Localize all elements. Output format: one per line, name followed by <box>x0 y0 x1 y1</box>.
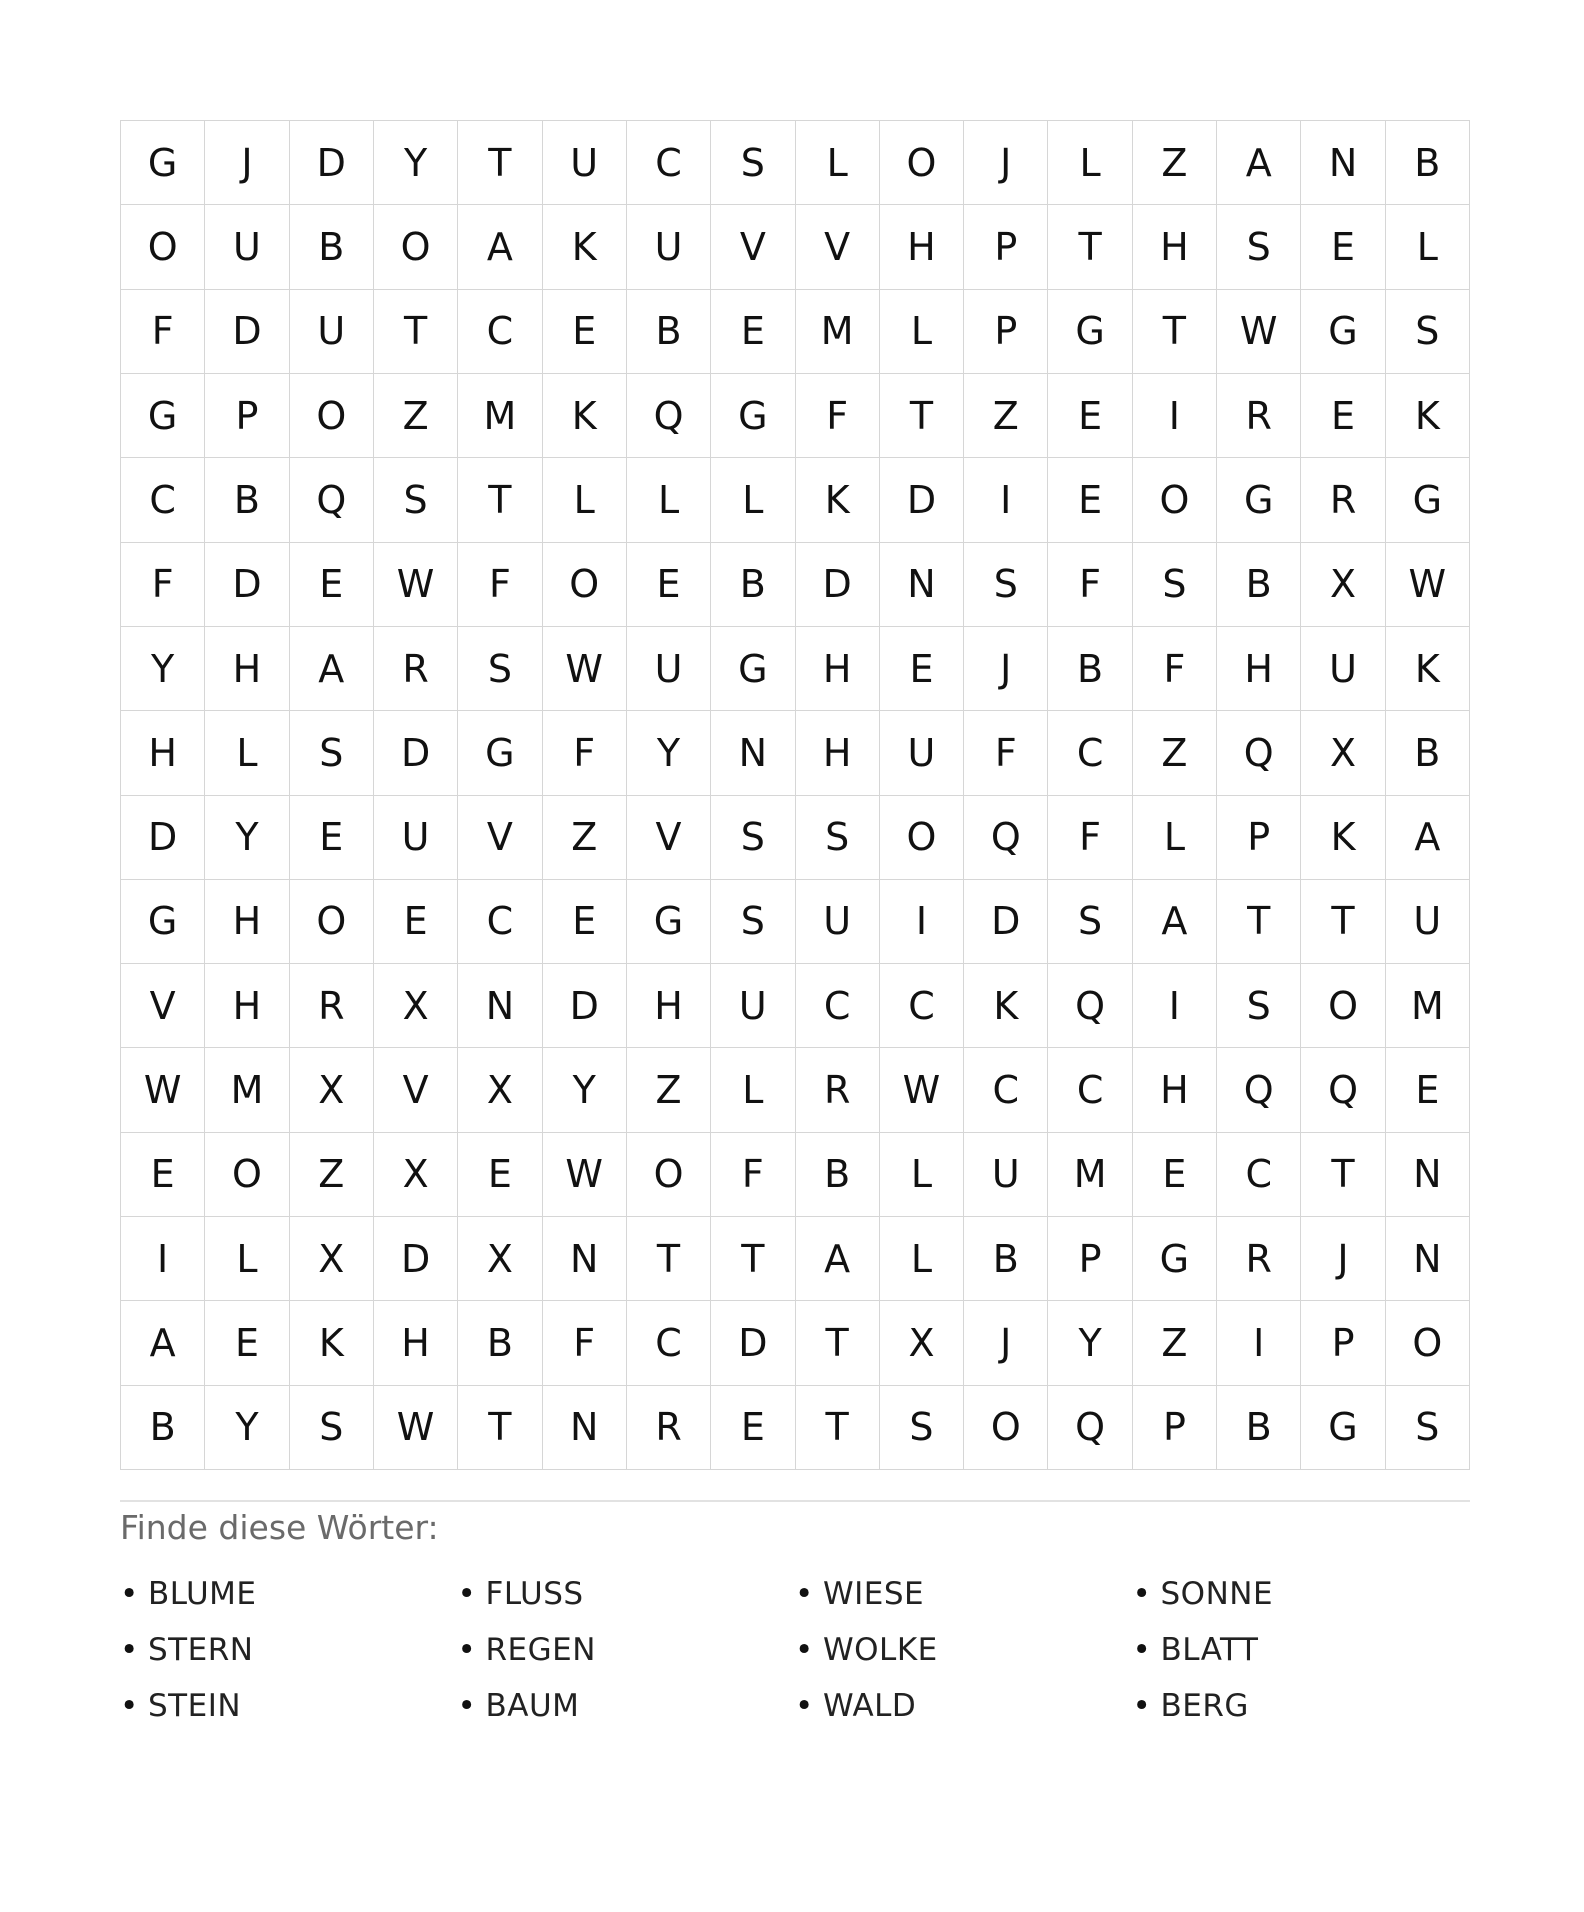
grid-cell[interactable]: H <box>121 711 205 795</box>
grid-cell[interactable]: Y <box>205 1386 289 1470</box>
grid-cell[interactable]: W <box>543 627 627 711</box>
word-list-item <box>795 1622 1133 1678</box>
grid-cell[interactable]: A <box>796 1217 880 1301</box>
grid-cell[interactable]: L <box>796 121 880 205</box>
grid-cell[interactable]: S <box>1048 880 1132 964</box>
grid-cell[interactable]: X <box>290 1217 374 1301</box>
grid-cell[interactable]: E <box>1301 205 1385 289</box>
word-label: BLATT <box>1160 1632 1259 1668</box>
grid-cell[interactable]: U <box>1301 627 1385 711</box>
grid-cell[interactable]: U <box>374 796 458 880</box>
grid-cell[interactable]: U <box>796 880 880 964</box>
grid-cell[interactable]: D <box>374 1217 458 1301</box>
grid-cell[interactable]: M <box>458 374 542 458</box>
grid-cell[interactable]: X <box>458 1048 542 1132</box>
bullet-icon: • <box>120 1688 139 1724</box>
grid-cell[interactable]: G <box>711 627 795 711</box>
bullet-icon: • <box>457 1632 477 1668</box>
grid-cell[interactable]: G <box>711 374 795 458</box>
grid-cell[interactable]: G <box>1217 458 1301 542</box>
grid-cell[interactable]: O <box>543 543 627 627</box>
grid-cell[interactable]: E <box>880 627 964 711</box>
grid-cell[interactable]: M <box>796 290 880 374</box>
grid-cell[interactable]: H <box>205 627 289 711</box>
grid-cell[interactable]: T <box>1217 880 1301 964</box>
bullet-icon: • <box>457 1576 477 1612</box>
grid-cell[interactable]: L <box>1048 121 1132 205</box>
grid-cell[interactable]: L <box>205 1217 289 1301</box>
grid-cell[interactable]: S <box>711 121 795 205</box>
grid-cell[interactable]: T <box>458 1386 542 1470</box>
grid-cell[interactable]: O <box>290 374 374 458</box>
grid-cell[interactable]: I <box>1133 964 1217 1048</box>
grid-cell[interactable]: A <box>1217 121 1301 205</box>
grid-cell[interactable]: T <box>1133 290 1217 374</box>
grid-cell[interactable]: B <box>1386 711 1470 795</box>
grid-cell[interactable]: N <box>543 1217 627 1301</box>
bullet-icon: • <box>1132 1632 1152 1668</box>
grid-cell[interactable]: W <box>1386 543 1470 627</box>
grid-cell[interactable]: E <box>543 880 627 964</box>
grid-cell[interactable]: P <box>205 374 289 458</box>
grid-cell[interactable]: X <box>290 1048 374 1132</box>
grid-cell[interactable]: L <box>711 1048 795 1132</box>
grid-cell[interactable]: B <box>1386 121 1470 205</box>
grid-cell[interactable]: G <box>121 880 205 964</box>
word-list-item <box>458 1566 796 1622</box>
grid-cell[interactable]: Q <box>1301 1048 1385 1132</box>
word-list-heading: Finde diese Wörter: <box>120 1508 439 1547</box>
grid-cell[interactable]: H <box>1133 1048 1217 1132</box>
grid-cell[interactable]: Q <box>290 458 374 542</box>
grid-cell[interactable]: T <box>880 374 964 458</box>
word-list-item <box>1133 1678 1471 1734</box>
grid-cell[interactable]: Q <box>1217 1048 1301 1132</box>
word-list-item <box>795 1566 1133 1622</box>
grid-cell[interactable]: Z <box>1133 121 1217 205</box>
grid-cell[interactable]: L <box>880 290 964 374</box>
grid-cell[interactable]: H <box>205 880 289 964</box>
grid-cell[interactable]: M <box>1048 1133 1132 1217</box>
grid-cell[interactable]: C <box>1048 711 1132 795</box>
grid-cell[interactable]: Y <box>205 796 289 880</box>
grid-cell[interactable]: R <box>627 1386 711 1470</box>
grid-cell[interactable]: B <box>458 1301 542 1385</box>
grid-cell[interactable]: L <box>1133 796 1217 880</box>
grid-cell[interactable]: P <box>964 290 1048 374</box>
grid-cell[interactable]: V <box>711 205 795 289</box>
grid-cell[interactable]: B <box>1217 543 1301 627</box>
grid-cell[interactable]: D <box>880 458 964 542</box>
grid-cell[interactable]: A <box>1386 796 1470 880</box>
grid-cell[interactable]: N <box>1386 1217 1470 1301</box>
grid-cell[interactable]: R <box>1217 1217 1301 1301</box>
grid-cell[interactable]: F <box>1048 543 1132 627</box>
grid-cell[interactable]: C <box>880 964 964 1048</box>
grid-cell[interactable]: S <box>1133 543 1217 627</box>
grid-cell[interactable]: E <box>1301 374 1385 458</box>
word-label: STEIN <box>148 1688 242 1724</box>
grid-cell[interactable]: H <box>796 627 880 711</box>
grid-cell[interactable]: T <box>711 1217 795 1301</box>
grid-cell[interactable]: E <box>1386 1048 1470 1132</box>
grid-cell[interactable]: Y <box>374 121 458 205</box>
grid-cell[interactable]: Q <box>627 374 711 458</box>
grid-cell[interactable]: M <box>205 1048 289 1132</box>
grid-cell[interactable]: C <box>458 290 542 374</box>
grid-cell[interactable]: O <box>880 796 964 880</box>
grid-cell[interactable]: F <box>543 711 627 795</box>
grid-cell[interactable]: L <box>1386 205 1470 289</box>
grid-cell[interactable]: T <box>1301 880 1385 964</box>
grid-cell[interactable]: V <box>121 964 205 1048</box>
grid-cell[interactable]: I <box>1217 1301 1301 1385</box>
grid-cell[interactable]: H <box>1133 205 1217 289</box>
grid-cell[interactable]: F <box>121 290 205 374</box>
grid-cell[interactable]: O <box>121 205 205 289</box>
grid-cell[interactable]: E <box>543 290 627 374</box>
grid-cell[interactable]: T <box>627 1217 711 1301</box>
grid-cell[interactable]: N <box>711 711 795 795</box>
grid-cell[interactable]: E <box>1048 374 1132 458</box>
grid-cell[interactable]: Z <box>1133 1301 1217 1385</box>
word-list-item <box>458 1678 796 1734</box>
grid-cell[interactable]: K <box>1386 374 1470 458</box>
letter-grid <box>120 120 1470 1470</box>
word-list-item <box>1133 1566 1471 1622</box>
bullet-icon: • <box>795 1688 814 1724</box>
grid-cell[interactable]: D <box>205 290 289 374</box>
grid-cell[interactable]: J <box>964 1301 1048 1385</box>
grid-cell[interactable]: V <box>374 1048 458 1132</box>
grid-cell[interactable]: I <box>964 458 1048 542</box>
grid-cell[interactable]: U <box>205 205 289 289</box>
grid-cell[interactable]: D <box>964 880 1048 964</box>
grid-cell[interactable]: P <box>1301 1301 1385 1385</box>
grid-cell[interactable]: L <box>880 1133 964 1217</box>
grid-cell[interactable]: W <box>374 1386 458 1470</box>
grid-cell[interactable]: O <box>627 1133 711 1217</box>
grid-cell[interactable]: N <box>543 1386 627 1470</box>
grid-cell[interactable]: H <box>205 964 289 1048</box>
grid-cell[interactable]: S <box>1217 205 1301 289</box>
grid-cell[interactable]: K <box>964 964 1048 1048</box>
grid-cell[interactable]: T <box>458 121 542 205</box>
grid-cell[interactable]: K <box>290 1301 374 1385</box>
grid-cell[interactable]: I <box>1133 374 1217 458</box>
grid-cell[interactable]: N <box>1386 1133 1470 1217</box>
grid-cell[interactable]: Q <box>1048 964 1132 1048</box>
grid-cell[interactable]: H <box>374 1301 458 1385</box>
grid-cell[interactable]: X <box>1301 711 1385 795</box>
grid-cell[interactable]: J <box>205 121 289 205</box>
grid-cell[interactable]: S <box>880 1386 964 1470</box>
grid-cell[interactable]: O <box>964 1386 1048 1470</box>
grid-cell[interactable]: S <box>290 1386 374 1470</box>
grid-cell[interactable]: L <box>543 458 627 542</box>
word-list-item <box>120 1622 458 1678</box>
grid-cell[interactable]: S <box>964 543 1048 627</box>
grid-cell[interactable]: B <box>796 1133 880 1217</box>
grid-cell[interactable]: S <box>711 796 795 880</box>
grid-cell[interactable]: E <box>1048 458 1132 542</box>
grid-cell[interactable]: R <box>290 964 374 1048</box>
grid-cell[interactable]: E <box>205 1301 289 1385</box>
grid-cell[interactable]: P <box>1048 1217 1132 1301</box>
grid-cell[interactable]: R <box>796 1048 880 1132</box>
grid-cell[interactable]: N <box>1301 121 1385 205</box>
grid-cell[interactable]: K <box>1301 796 1385 880</box>
grid-cell[interactable]: E <box>290 796 374 880</box>
grid-cell[interactable]: S <box>1386 290 1470 374</box>
grid-cell[interactable]: S <box>458 627 542 711</box>
word-label: BERG <box>1160 1688 1249 1724</box>
grid-cell[interactable]: F <box>543 1301 627 1385</box>
grid-cell[interactable]: L <box>205 711 289 795</box>
grid-cell[interactable]: G <box>627 880 711 964</box>
grid-cell[interactable]: P <box>1133 1386 1217 1470</box>
grid-cell[interactable]: A <box>458 205 542 289</box>
grid-cell[interactable]: F <box>964 711 1048 795</box>
grid-cell[interactable]: D <box>543 964 627 1048</box>
word-list-item <box>1133 1622 1471 1678</box>
grid-cell[interactable]: C <box>964 1048 1048 1132</box>
bullet-icon: • <box>795 1576 814 1612</box>
grid-cell[interactable]: D <box>796 543 880 627</box>
grid-cell[interactable]: Q <box>964 796 1048 880</box>
grid-cell[interactable]: C <box>796 964 880 1048</box>
grid-cell[interactable]: I <box>880 880 964 964</box>
bullet-icon: • <box>457 1688 477 1724</box>
grid-cell[interactable]: V <box>458 796 542 880</box>
word-list-item <box>458 1622 796 1678</box>
grid-cell[interactable]: S <box>290 711 374 795</box>
bullet-icon: • <box>1132 1688 1152 1724</box>
grid-cell[interactable]: Q <box>1217 711 1301 795</box>
grid-cell[interactable]: U <box>627 627 711 711</box>
grid-cell[interactable]: C <box>1217 1133 1301 1217</box>
bullet-icon: • <box>120 1632 139 1668</box>
grid-cell[interactable]: Z <box>1133 711 1217 795</box>
grid-cell[interactable]: S <box>711 880 795 964</box>
word-list-item <box>795 1678 1133 1734</box>
grid-cell[interactable]: J <box>964 627 1048 711</box>
grid-cell[interactable]: T <box>1048 205 1132 289</box>
grid-cell[interactable]: B <box>964 1217 1048 1301</box>
grid-cell[interactable]: Z <box>964 374 1048 458</box>
word-list-item <box>120 1678 458 1734</box>
grid-cell[interactable]: B <box>1048 627 1132 711</box>
grid-cell[interactable]: F <box>1133 627 1217 711</box>
grid-cell[interactable]: D <box>121 796 205 880</box>
grid-cell[interactable]: N <box>458 964 542 1048</box>
grid-cell[interactable]: H <box>1217 627 1301 711</box>
grid-cell[interactable]: J <box>1301 1217 1385 1301</box>
word-label: BLUME <box>148 1576 257 1612</box>
grid-cell[interactable]: X <box>880 1301 964 1385</box>
grid-cell[interactable]: T <box>796 1386 880 1470</box>
grid-cell[interactable]: C <box>627 1301 711 1385</box>
grid-cell[interactable]: Y <box>543 1048 627 1132</box>
grid-cell[interactable]: K <box>796 458 880 542</box>
word-label: REGEN <box>485 1632 596 1668</box>
grid-cell[interactable]: U <box>880 711 964 795</box>
grid-cell[interactable]: C <box>458 880 542 964</box>
grid-cell[interactable]: Y <box>1048 1301 1132 1385</box>
word-list <box>120 1566 1470 1734</box>
grid-cell[interactable]: S <box>1386 1386 1470 1470</box>
grid-cell[interactable]: U <box>627 205 711 289</box>
grid-cell[interactable]: F <box>796 374 880 458</box>
grid-cell[interactable]: N <box>880 543 964 627</box>
grid-cell[interactable]: F <box>121 543 205 627</box>
grid-cell[interactable]: J <box>964 121 1048 205</box>
grid-cell[interactable]: S <box>374 458 458 542</box>
grid-cell[interactable]: O <box>880 121 964 205</box>
bullet-icon: • <box>795 1632 814 1668</box>
grid-cell[interactable]: C <box>627 121 711 205</box>
grid-cell[interactable]: E <box>121 1133 205 1217</box>
grid-cell[interactable]: U <box>964 1133 1048 1217</box>
grid-cell[interactable]: G <box>1301 1386 1385 1470</box>
grid-cell[interactable]: B <box>711 543 795 627</box>
grid-cell[interactable]: B <box>627 290 711 374</box>
grid-cell[interactable]: G <box>121 374 205 458</box>
grid-cell[interactable]: W <box>543 1133 627 1217</box>
grid-cell[interactable]: B <box>290 205 374 289</box>
grid-cell[interactable]: G <box>1386 458 1470 542</box>
grid-cell[interactable]: Z <box>627 1048 711 1132</box>
grid-cell[interactable]: K <box>1386 627 1470 711</box>
grid-cell[interactable]: E <box>627 543 711 627</box>
grid-cell[interactable]: W <box>121 1048 205 1132</box>
grid-cell[interactable]: X <box>374 1133 458 1217</box>
grid-cell[interactable]: A <box>1133 880 1217 964</box>
grid-cell[interactable]: W <box>1217 290 1301 374</box>
grid-cell[interactable]: I <box>121 1217 205 1301</box>
grid-cell[interactable]: X <box>1301 543 1385 627</box>
grid-cell[interactable]: Z <box>290 1133 374 1217</box>
grid-cell[interactable]: R <box>1217 374 1301 458</box>
grid-cell[interactable]: U <box>1386 880 1470 964</box>
grid-cell[interactable]: X <box>458 1217 542 1301</box>
word-label: FLUSS <box>485 1576 584 1612</box>
grid-cell[interactable]: D <box>205 543 289 627</box>
grid-cell[interactable]: D <box>711 1301 795 1385</box>
grid-cell[interactable]: K <box>543 374 627 458</box>
grid-cell[interactable]: E <box>458 1133 542 1217</box>
grid-cell[interactable]: E <box>374 880 458 964</box>
grid-cell[interactable]: G <box>1301 290 1385 374</box>
grid-cell[interactable]: P <box>1217 796 1301 880</box>
word-label: SONNE <box>1160 1576 1274 1612</box>
grid-cell[interactable]: E <box>1133 1133 1217 1217</box>
word-label: WIESE <box>823 1576 925 1612</box>
grid-cell[interactable]: O <box>290 880 374 964</box>
grid-cell[interactable]: C <box>1048 1048 1132 1132</box>
grid-cell[interactable]: P <box>964 205 1048 289</box>
grid-cell[interactable]: L <box>880 1217 964 1301</box>
grid-cell[interactable]: F <box>1048 796 1132 880</box>
grid-cell[interactable]: U <box>543 121 627 205</box>
word-label: WALD <box>823 1688 917 1724</box>
grid-cell[interactable]: B <box>205 458 289 542</box>
grid-cell[interactable]: U <box>711 964 795 1048</box>
bullet-icon: • <box>1132 1576 1152 1612</box>
grid-cell[interactable]: M <box>1386 964 1470 1048</box>
grid-cell[interactable]: T <box>458 458 542 542</box>
grid-cell[interactable]: H <box>627 964 711 1048</box>
grid-cell[interactable]: D <box>290 121 374 205</box>
grid-cell[interactable]: E <box>711 290 795 374</box>
grid-cell[interactable]: O <box>374 205 458 289</box>
grid-cell[interactable]: V <box>627 796 711 880</box>
word-label: WOLKE <box>823 1632 938 1668</box>
grid-cell[interactable]: X <box>374 964 458 1048</box>
grid-cell[interactable]: R <box>1301 458 1385 542</box>
grid-cell[interactable]: D <box>374 711 458 795</box>
grid-cell[interactable]: Z <box>374 374 458 458</box>
grid-cell[interactable]: G <box>458 711 542 795</box>
grid-cell[interactable]: Q <box>1048 1386 1132 1470</box>
bullet-icon: • <box>120 1576 139 1612</box>
grid-cell[interactable]: E <box>290 543 374 627</box>
grid-cell[interactable]: G <box>1133 1217 1217 1301</box>
grid-cell[interactable]: S <box>796 796 880 880</box>
word-label: BAUM <box>485 1688 580 1724</box>
grid-cell[interactable]: W <box>880 1048 964 1132</box>
grid-cell[interactable]: A <box>290 627 374 711</box>
grid-cell[interactable]: G <box>1048 290 1132 374</box>
grid-cell[interactable]: E <box>711 1386 795 1470</box>
grid-cell[interactable]: O <box>1133 458 1217 542</box>
word-label: STERN <box>148 1632 254 1668</box>
grid-cell[interactable]: O <box>1386 1301 1470 1385</box>
grid-cell[interactable]: S <box>1217 964 1301 1048</box>
grid-cell[interactable]: U <box>290 290 374 374</box>
divider <box>120 1500 1470 1502</box>
grid-cell[interactable]: H <box>880 205 964 289</box>
grid-cell[interactable]: Z <box>543 796 627 880</box>
grid-cell[interactable]: T <box>374 290 458 374</box>
grid-cell[interactable]: T <box>1301 1133 1385 1217</box>
grid-cell[interactable]: K <box>543 205 627 289</box>
grid-cell[interactable]: Y <box>627 711 711 795</box>
grid-cell[interactable]: R <box>374 627 458 711</box>
grid-cell[interactable]: F <box>711 1133 795 1217</box>
grid-cell[interactable]: A <box>121 1301 205 1385</box>
grid-cell[interactable]: T <box>796 1301 880 1385</box>
grid-cell[interactable]: V <box>796 205 880 289</box>
grid-cell[interactable]: L <box>627 458 711 542</box>
grid-cell[interactable]: Y <box>121 627 205 711</box>
grid-cell[interactable]: H <box>796 711 880 795</box>
grid-cell[interactable]: C <box>121 458 205 542</box>
grid-cell[interactable]: L <box>711 458 795 542</box>
grid-cell[interactable]: F <box>458 543 542 627</box>
word-list-item <box>120 1566 458 1622</box>
grid-cell[interactable]: G <box>121 121 205 205</box>
grid-cell[interactable]: O <box>205 1133 289 1217</box>
grid-cell[interactable]: B <box>121 1386 205 1470</box>
grid-cell[interactable]: O <box>1301 964 1385 1048</box>
grid-cell[interactable]: W <box>374 543 458 627</box>
grid-cell[interactable]: B <box>1217 1386 1301 1470</box>
